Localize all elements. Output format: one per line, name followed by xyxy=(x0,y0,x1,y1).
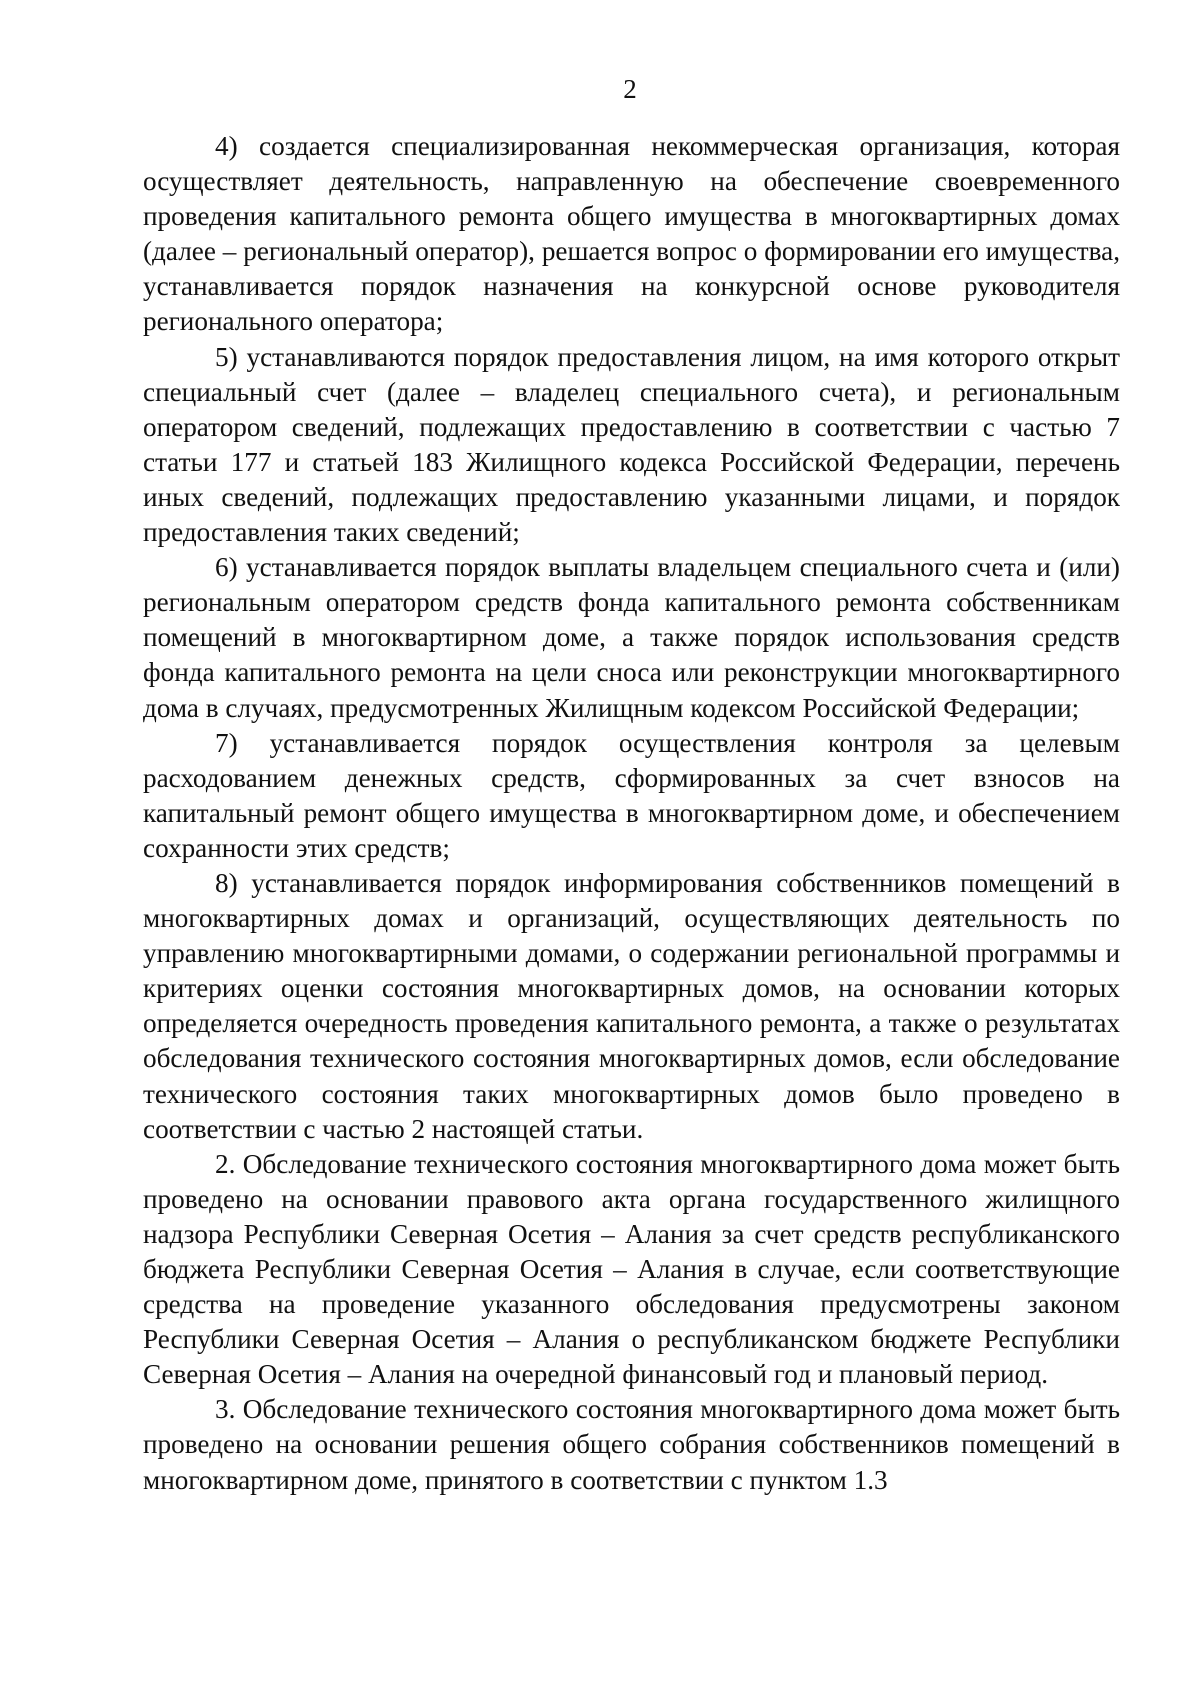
document-body xyxy=(143,129,1120,1498)
paragraph-item-5: 5) устанавливаются порядок предоставления лицом, на имя которого открыт специальный счет (далее – владелец специального счета), и региональным оператором сведений, подлежащих предоставлению в соответствии с частью 7 статьи 177 и статьей 183 Жилищного кодекса Российской Федерации, перечень иных сведений, подлежащих предоставлению указанными лицами, и порядок предоставления таких сведений; xyxy=(143,341,1120,548)
paragraph-item-6: 6) устанавливается порядок выплаты владельцем специального счета и (или) региональным оператором средств фонда капитального ремонта собственникам помещений в многоквартирном доме, а также порядок использования средств фонда капитального ремонта на цели сноса или реконструкции многоквартирного дома в случаях, предусмотренных Жилищным кодексом Российской Федерации; xyxy=(143,552,1120,723)
paragraph-item-4: 4) создается специализированная некоммерческая организация, которая осуществляет деятельность, направленную на обеспечение своевременного проведения капитального ремонта общего имущества в многоквартирных домах (далее – региональный оператор), решается вопрос о формировании его имущества, устанавливается порядок назначения на конкурсной основе руководителя регионального оператора; xyxy=(143,131,1120,337)
page-number: 2 xyxy=(623,74,637,104)
paragraph-item-7: 7) устанавливается порядок осуществления контроля за целевым расходованием денежных средств, сформированных за счет взносов на капитальный ремонт общего имущества в многоквартирном доме, и обеспечением сохранности этих средств; xyxy=(143,727,1120,863)
paragraph-section-2: 2. Обследование технического состояния многоквартирного дома может быть проведено на основании правового акта органа государственного жилищного надзора Республики Северная Осетия – Алания за счет средств республиканского бюджета Республики Северная Осетия – Алания в случае, если соответствующие средства на проведение указанного обследования предусмотрены законом Республики Северная Осетия – Алания о республиканском бюджете Республики Северная Осетия – Алания на очередной финансовый год и плановый период. xyxy=(143,1148,1120,1390)
paragraph-section-3: 3. Обследование технического состояния многоквартирного дома может быть проведено на основании решения общего собрания собственников помещений в многоквартирном доме, принятого в соответствии с пунктом 1.3 xyxy=(143,1394,1120,1495)
paragraph-item-8: 8) устанавливается порядок информирования собственников помещений в многоквартирных домах и организаций, осуществляющих деятельность по управлению многоквартирными домами, о содержании региональной программы и критериях оценки состояния многоквартирных домов, на основании которых определяется очередность проведения капитального ремонта, а также о результатах обследования технического состояния многоквартирных домов, если обследование технического состояния таких многоквартирных домов было проведено в соответствии с частью 2 настоящей статьи. xyxy=(143,867,1120,1144)
